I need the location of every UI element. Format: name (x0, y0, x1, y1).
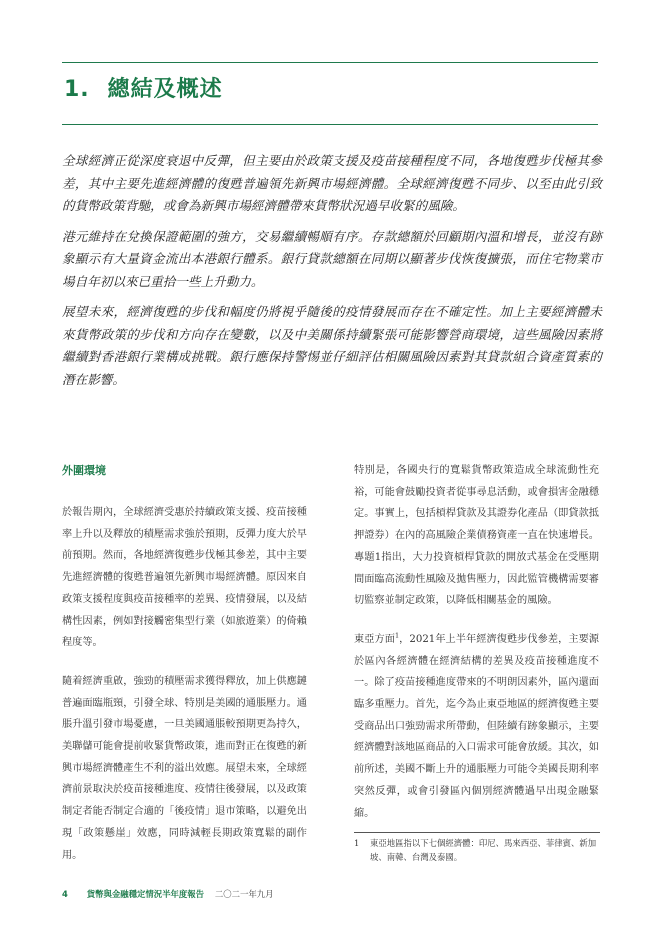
chapter-title-text: 總結及概述 (107, 77, 223, 102)
top-divider (62, 62, 598, 63)
summary-paragraph: 展望未來，經濟復甦的步伐和幅度仍將視乎隨後的疫情發展而存在不確定性。加上主要經濟體未來貨幣政策的步伐和方向存在變數，以及中美關係持續緊張可能影響營商環境，這些風險因素將繼續對香港銀行業構成挑戰。銀行應保持警惕並仔細評估相關風險因素對其貸款組合資產質素的潛在影響。 (62, 304, 602, 387)
footnote-text: 東亞地區指以下七個經濟體：印尼、馬來西亞、菲律賓、新加坡、南韓、台灣及泰國。 (370, 838, 597, 862)
section-heading-external-environment: 外圍環境 (62, 464, 106, 477)
footnote-divider (354, 832, 600, 833)
right-column (354, 460, 599, 841)
body-paragraph (354, 629, 599, 824)
left-column (62, 460, 307, 883)
report-title: 貨幣與金融穩定情況半年度報告 (86, 889, 204, 899)
chapter-title (64, 72, 223, 103)
body-paragraph: 特別是，各國央行的寬鬆貨幣政策造成全球流動性充裕，可能會鼓勵投資者從事尋息活動，或會損害金融穩定。事實上，包括槓桿貸款及其證券化產品（即貸款抵押證券）在內的高風險企業債務資產一直在快速增長。專題1指出，大力投資槓桿貸款的開放式基金在受壓期間面臨高流動性風險及拋售壓力，因此監管機構需要審切監察並制定政策，以降低相關基金的風險。 (354, 465, 599, 607)
summary-block (62, 150, 602, 399)
body-paragraph: 隨着經濟重啟，強勁的積壓需求獲得釋放，加上供應鏈普遍面臨瓶頸，引發全球、特別是美國的通脹壓力。通脹升溫引發市場憂慮，一旦美國通脹較預期更為持久，美聯儲可能會提前收緊貨幣政策，進而對正在復甦的新興市場經濟體產生不利的溢出效應。展望未來，全球經濟前景取決於疫苗接種進度、疫情往後發展，以及政策制定者能否制定合適的「後疫情」退市策略，以避免出現「政策懸崖」效應，同時減輕長期政策寬鬆的副作用。 (62, 675, 307, 861)
summary-paragraph: 全球經濟正從深度衰退中反彈，但主要由於政策支援及疫苗接種程度不同，各地復甦步伐極其參差，其中主要先進經濟體的復甦普遍領先新興市場經濟體。全球經濟復甦不同步、以至由此引致的貨幣政策背馳，或會為新興市場經濟體帶來貨幣狀況過早收緊的風險。 (62, 153, 602, 213)
footnote-mark: 1 (354, 838, 360, 848)
chapter-number: 1. (64, 77, 90, 102)
page-footer (62, 888, 274, 900)
east-asia-intro: 東亞方面 (354, 633, 395, 645)
footnote-reference[interactable]: 1 (394, 631, 400, 640)
footnote (354, 836, 600, 864)
report-date: 二〇二一年九月 (214, 889, 274, 899)
body-paragraph: 於報告期內，全球經濟受惠於持續政策支援、疫苗接種率上升以及釋放的積壓需求強於預期，反彈力度大於早前預期。然而，各地經濟復甦步伐極其參差，其中主要先進經濟體的復甦普遍領先新興市場經濟體。原因來自政策支援程度與疫苗接種率的差異、疫情發展，以及結構性因素，例如對接觸密集型行業（如旅遊業）的倚賴程度等。 (62, 507, 307, 649)
title-divider (62, 124, 598, 125)
east-asia-text: ，2021年上半年經濟復甦步伐參差，主要源於區內各經濟體在經濟結構的差異及疫苗接種進度不一。除了疫苗接種進度帶來的不明朗因素外，區內還面臨多重壓力。首先，迄今為止東亞地區的經濟復甦主要受商品出口強勁需求所帶動，但陸續有跡象顯示，主要經濟體對該地區商品的入口需求可能會放緩。其次，如前所述，美國不斷上升的通脹壓力可能令美國長期利率突然反彈，或會引發區內個別經濟體過早出現金融緊縮。 (354, 633, 599, 819)
page-number: 4 (62, 889, 68, 899)
summary-paragraph: 港元維持在兌換保證範圍的強方，交易繼續暢順有序。存款總額於回顧期內溫和增長，並沒有跡象顯示有大量資金流出本港銀行體系。銀行貸款總額在同期以顯著步伐恢復擴張，而住宅物業市場自年初以來已重拾一些上升動力。 (62, 228, 602, 289)
